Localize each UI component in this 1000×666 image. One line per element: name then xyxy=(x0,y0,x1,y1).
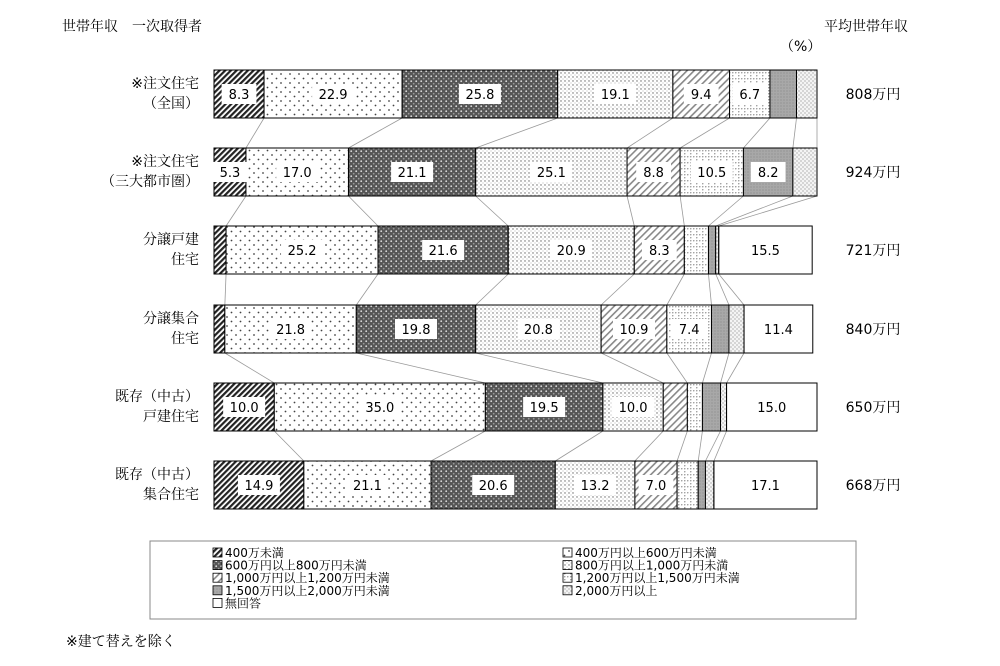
value-label-series-8-row-6: 17.1 xyxy=(750,479,780,494)
category-label-row-1: （全国） xyxy=(143,96,199,112)
value-label-series-4-row-3: 8.3 xyxy=(648,244,670,259)
connector-line xyxy=(680,196,684,226)
connector-line xyxy=(667,274,684,305)
connector-line xyxy=(714,431,727,461)
legend-label-series-3: 800万円以上1,000万円未満 xyxy=(575,558,729,573)
value-label-series-4-row-2: 8.8 xyxy=(643,166,664,181)
category-label-row-4: 住宅 xyxy=(171,331,199,347)
connector-line xyxy=(555,431,603,461)
connector-line xyxy=(667,353,688,383)
category-label-row-6: 集合住宅 xyxy=(143,487,199,503)
value-label-series-8-row-3: 15.5 xyxy=(750,244,780,259)
value-label-series-8-row-4: 11.4 xyxy=(763,323,793,338)
value-label-series-1-row-6: 21.1 xyxy=(352,479,382,494)
value-label-series-0-row-1: 8.3 xyxy=(228,88,250,103)
connector-line xyxy=(356,274,378,305)
connector-line xyxy=(708,274,711,305)
average-income-row-3: 721万円 xyxy=(845,243,901,259)
connector-line xyxy=(274,431,304,461)
connector-line xyxy=(348,196,378,226)
value-label-series-3-row-5: 10.0 xyxy=(618,401,648,416)
bar-segment-series-7-row-1 xyxy=(797,70,818,118)
bar-segment-series-6-row-1 xyxy=(770,70,797,118)
value-label-series-4-row-6: 7.0 xyxy=(645,479,667,494)
category-label-row-5: 戸建住宅 xyxy=(143,409,199,425)
legend-swatch-series-1 xyxy=(563,548,572,557)
bar-segment-series-7-row-6 xyxy=(705,461,713,509)
legend-swatch-series-7 xyxy=(563,586,572,595)
legend-swatch-series-5 xyxy=(563,573,572,582)
average-income-row-4: 840万円 xyxy=(845,322,901,338)
category-label-row-3: 分譲戸建 xyxy=(143,232,199,248)
connector-line xyxy=(356,353,485,383)
average-income-row-2: 924万円 xyxy=(845,165,901,181)
connector-line xyxy=(601,274,634,305)
connector-line xyxy=(716,196,793,226)
legend-swatch-series-3 xyxy=(563,561,572,570)
value-label-series-0-row-5: 10.0 xyxy=(229,401,259,416)
connector-line xyxy=(705,431,720,461)
legend-swatch-series-6 xyxy=(213,586,222,595)
connector-line xyxy=(348,118,402,148)
value-label-series-3-row-3: 20.9 xyxy=(556,244,586,259)
connector-line xyxy=(627,118,673,148)
value-label-series-4-row-4: 10.9 xyxy=(619,323,649,338)
connector-line xyxy=(476,118,558,148)
value-label-series-5-row-1: 6.7 xyxy=(739,88,761,103)
legend-label-series-4: 1,000万円以上1,200万円未満 xyxy=(225,571,390,586)
legend-label-series-7: 2,000万円以上 xyxy=(575,583,658,598)
legend-label-series-8: 無回答 xyxy=(225,596,262,611)
connector-line xyxy=(246,118,264,148)
value-label-series-4-row-1: 9.4 xyxy=(690,88,712,103)
bar-segment-series-7-row-2 xyxy=(793,148,817,196)
category-label-row-1: ※注文住宅 xyxy=(131,76,199,92)
average-income-row-5: 650万円 xyxy=(845,400,901,416)
footnote: ※建て替えを除く xyxy=(66,634,176,650)
connector-line xyxy=(677,431,687,461)
bar-segment-series-0-row-3 xyxy=(214,226,226,274)
connector-line xyxy=(225,274,226,305)
bar-segment-series-5-row-3 xyxy=(684,226,708,274)
bar-segment-series-7-row-4 xyxy=(729,305,744,353)
value-label-series-1-row-4: 21.8 xyxy=(276,323,306,338)
value-label-series-3-row-2: 25.1 xyxy=(536,166,566,181)
connector-line xyxy=(225,353,274,383)
legend-label-series-6: 1,500万円以上2,000万円未満 xyxy=(225,583,390,598)
connector-line xyxy=(698,431,702,461)
value-label-series-0-row-2: 5.3 xyxy=(219,166,241,181)
category-label-row-2: ※注文住宅 xyxy=(131,154,199,170)
legend-swatch-series-0 xyxy=(213,548,222,557)
bar-segment-series-6-row-4 xyxy=(711,305,728,353)
average-income-row-1: 808万円 xyxy=(845,87,901,103)
category-label-row-4: 分譲集合 xyxy=(143,311,199,327)
average-income-row-6: 668万円 xyxy=(845,478,901,494)
bar-segment-series-6-row-5 xyxy=(702,383,720,431)
value-label-series-3-row-1: 19.1 xyxy=(600,88,630,103)
category-label-row-6: 既存（中古） xyxy=(115,467,199,483)
connector-line xyxy=(226,196,246,226)
value-label-series-1-row-5: 35.0 xyxy=(365,401,395,416)
value-label-series-0-row-6: 14.9 xyxy=(244,479,274,494)
connector-line xyxy=(476,274,509,305)
connector-line xyxy=(627,196,634,226)
connector-line xyxy=(793,118,797,148)
average-income-header: 平均世帯年収 xyxy=(824,19,908,35)
value-label-series-6-row-2: 8.2 xyxy=(757,166,779,181)
value-label-series-8-row-5: 15.0 xyxy=(757,401,787,416)
bar-segment-series-4-row-5 xyxy=(663,383,687,431)
category-label-row-2: （三大都市圏） xyxy=(101,174,199,190)
connector-line xyxy=(680,118,729,148)
bar-segment-series-5-row-6 xyxy=(677,461,698,509)
connector-line xyxy=(719,196,817,226)
connector-line xyxy=(476,353,603,383)
legend-label-series-1: 400万円以上600万円未満 xyxy=(575,546,717,560)
connector-line xyxy=(702,353,711,383)
legend-label-series-2: 600万円以上800万円未満 xyxy=(225,558,367,573)
value-label-series-1-row-1: 22.9 xyxy=(318,88,348,103)
connector-line xyxy=(708,196,743,226)
category-label-row-5: 既存（中古） xyxy=(115,389,199,405)
value-label-series-2-row-3: 21.6 xyxy=(428,244,458,259)
legend-swatch-series-4 xyxy=(213,573,222,582)
category-label-row-3: 住宅 xyxy=(171,252,199,268)
value-label-series-1-row-3: 25.2 xyxy=(287,244,317,259)
connector-line xyxy=(601,353,663,383)
connector-line xyxy=(727,353,744,383)
value-label-series-2-row-4: 19.8 xyxy=(401,323,431,338)
bar-segment-series-6-row-6 xyxy=(698,461,705,509)
legend-label-series-0: 400万未満 xyxy=(225,546,284,560)
connector-line xyxy=(431,431,485,461)
connector-line xyxy=(635,431,663,461)
value-label-series-5-row-4: 7.4 xyxy=(678,323,700,338)
value-label-series-2-row-5: 19.5 xyxy=(529,401,559,416)
chart-title: 世帯年収 一次取得者 xyxy=(62,19,202,35)
connector-line xyxy=(743,118,770,148)
connector-line xyxy=(476,196,509,226)
bar-segment-series-7-row-5 xyxy=(721,383,727,431)
bar-segment-series-6-row-3 xyxy=(708,226,715,274)
bar-segment-series-5-row-5 xyxy=(687,383,702,431)
bar-segment-series-0-row-4 xyxy=(214,305,225,353)
value-label-series-3-row-6: 13.2 xyxy=(580,479,610,494)
value-label-series-3-row-4: 20.8 xyxy=(523,323,553,338)
value-label-series-1-row-2: 17.0 xyxy=(282,166,312,181)
legend-label-series-5: 1,200万円以上1,500万円未満 xyxy=(575,571,740,586)
legend-swatch-series-2 xyxy=(213,561,222,570)
value-label-series-2-row-6: 20.6 xyxy=(478,479,508,494)
value-label-series-5-row-2: 10.5 xyxy=(697,166,727,181)
unit-label: （%） xyxy=(780,39,822,55)
connector-line xyxy=(721,353,729,383)
value-label-series-2-row-2: 21.1 xyxy=(397,166,427,181)
value-label-series-2-row-1: 25.8 xyxy=(465,88,495,103)
